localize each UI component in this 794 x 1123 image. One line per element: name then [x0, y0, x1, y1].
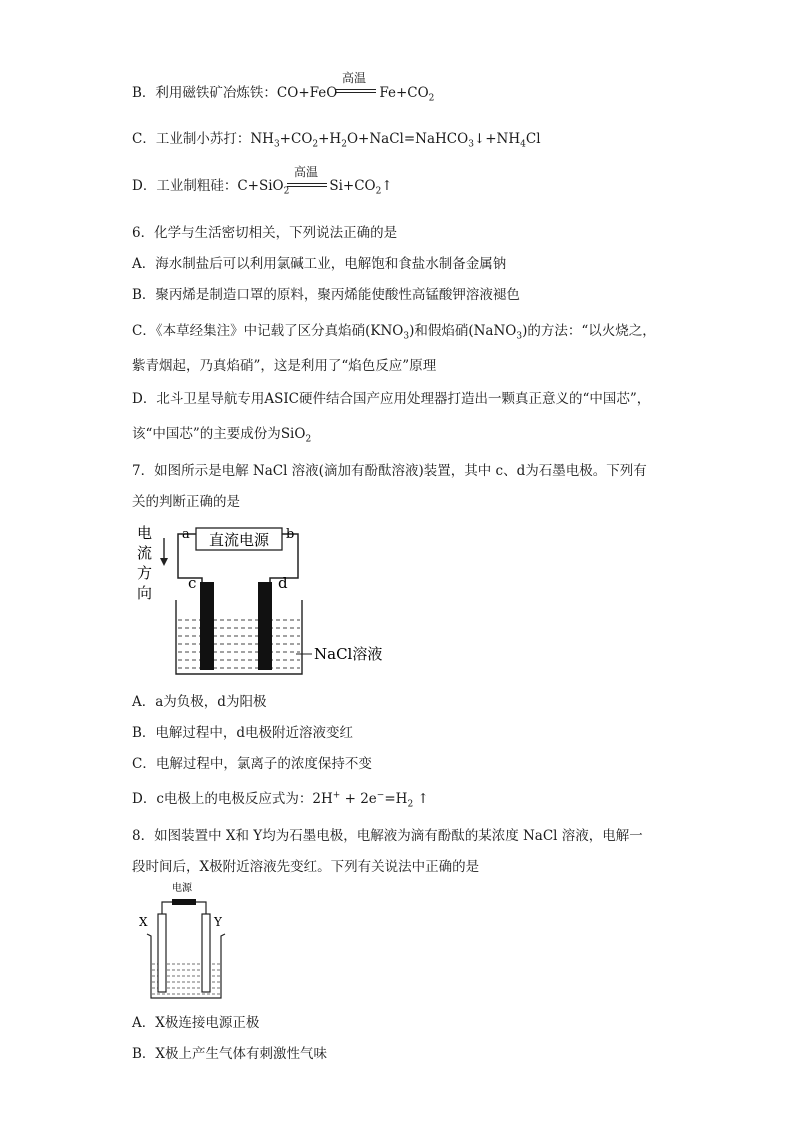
q7-beaker — [176, 600, 302, 674]
q5-d-condition: 高温 — [294, 165, 319, 179]
q7-dir-char-4: 向 — [137, 584, 153, 602]
q5-option-d — [132, 177, 393, 195]
q7-terminal-a: a — [182, 527, 190, 542]
q8-option-b: B．X极上产生气体有刺激性气味 — [132, 1046, 328, 1062]
q6-option-c-line2: 紫青烟起，乃真焰硝”，这是利用了“焰色反应”原理 — [132, 358, 437, 374]
q8-electrolysis-figure — [136, 880, 236, 1005]
q7-option-d — [132, 790, 429, 808]
q6-option-d-line2 — [132, 425, 311, 443]
q8-electrode-y-label: Y — [214, 915, 222, 929]
q6-c-kno3-close: ) — [409, 323, 415, 339]
q6-stem: 6．化学与生活密切相关，下列说法正确的是 — [132, 225, 398, 241]
q7-option-b: B．电解过程中，d电极附近溶液变红 — [132, 725, 354, 741]
q7-electrode-d — [258, 582, 272, 670]
q6-c-nano3: (NaNO — [468, 323, 517, 339]
q5-c-s3: 2 — [341, 139, 347, 150]
q5-d-label: D．工业制粗硅： — [132, 178, 238, 194]
q8-electrode-x-label: X — [139, 915, 148, 929]
q5-d-rhs-sub: 2 — [375, 186, 382, 197]
q7-power-source-label: 直流电源 — [208, 531, 270, 549]
q5-b-condition: 高温 — [342, 71, 367, 85]
q8-option-a: A．X极连接电源正极 — [132, 1015, 260, 1031]
q5-c-label: C．工业制小苏打： — [132, 131, 251, 147]
q5-c-t1: NH — [250, 131, 274, 147]
q6-d-formula-sub: 2 — [305, 434, 312, 445]
q7-d-t2: + 2e — [340, 791, 377, 807]
q5-c-s5: 4 — [520, 139, 526, 150]
q5-b-equals-rule-2 — [336, 92, 376, 93]
q5-c-t4: O+NaCl=NaHCO — [346, 131, 469, 147]
q7-terminal-b: b — [286, 527, 295, 542]
q6-option-d-line1: D．北斗卫星导航专用ASIC硬件结合国产应用处理器打造出一颗真正意义的“中国芯”， — [132, 391, 651, 407]
q6-d-formula: SiO — [280, 426, 306, 442]
q7-d-plus: + — [332, 790, 341, 801]
q6-c-t3: 的方法：“以火烧之， — [527, 323, 656, 339]
q5-d-equals-rule — [287, 183, 327, 184]
q7-solution-label: NaCl溶液 — [314, 645, 383, 663]
q8-wire-left — [162, 902, 172, 914]
q7-solution — [178, 620, 300, 668]
q5-d-equals-rule-2 — [287, 186, 327, 187]
q6-option-c-line1 — [132, 322, 656, 340]
q7-stem-line1: 7．如图所示是电解 NaCl 溶液(滴加有酚酞溶液)装置，其中 c、d为石墨电极。下列有 — [132, 463, 647, 479]
q7-electrolysis-figure — [130, 520, 420, 680]
q8-stem-line1: 8．如图装置中 X和 Y均为石墨电极，电解液为滴有酚酞的某浓度 NaCl 溶液，电解一 — [132, 828, 643, 844]
q7-electrode-d-label: d — [278, 574, 288, 592]
q8-power-source — [172, 899, 196, 905]
q7-d-t3: =H — [384, 791, 408, 807]
q7-option-a: A．a为负极，d为阳极 — [132, 694, 267, 710]
q5-c-s1: 3 — [273, 139, 280, 150]
q5-d-rhs-arrow: ↑ — [381, 178, 393, 194]
q8-electrode-y — [202, 914, 210, 992]
q6-option-b: B．聚丙烯是制造口罩的原料，聚丙烯能使酸性高锰酸钾溶液褪色 — [132, 287, 520, 303]
q7-d-label: D．c电极上的电极反应式为： — [132, 791, 313, 807]
q5-d-lhs: C+SiO — [237, 178, 284, 194]
q8-stem-line2: 段时间后，X极附近溶液先变红。下列有关说法中正确的是 — [132, 859, 480, 875]
q5-d-rhs: Si+CO — [329, 178, 376, 194]
q5-b-rhs-sub: 2 — [428, 93, 435, 104]
q5-option-c — [132, 130, 541, 148]
q6-c-kno3-sub: 3 — [403, 331, 410, 342]
q6-option-a: A．海水制盐后可以利用氯碱工业，电解饱和食盐水制备金属钠 — [132, 256, 507, 272]
q8-electrode-x — [158, 914, 166, 992]
q5-c-s2: 2 — [312, 139, 319, 150]
q7-d-sub: 2 — [407, 799, 414, 810]
q7-electrode-c-label: c — [188, 574, 197, 592]
q5-c-s4: 3 — [468, 139, 474, 150]
q7-d-t1: 2H — [312, 791, 333, 807]
q7-electrode-c — [200, 582, 214, 670]
q7-d-arrow: ↑ — [413, 791, 429, 807]
q7-dir-char-2: 流 — [137, 544, 153, 562]
q5-c-t2: +CO — [279, 131, 313, 147]
q6-c-nano3-close: ) — [522, 323, 528, 339]
q6-c-t2: 和假焰硝 — [414, 323, 469, 339]
q7-stem-line2: 关的判断正确的是 — [132, 494, 240, 510]
q7-dir-char-1: 电 — [137, 524, 153, 542]
q8-power-label: 电源 — [172, 883, 192, 894]
q6-c-nano3-sub: 3 — [516, 331, 523, 342]
q7-dir-char-3: 方 — [137, 564, 153, 582]
q5-d-lhs-sub: 2 — [283, 186, 290, 197]
q5-b-rhs: Fe+CO — [379, 85, 429, 101]
q7-current-arrow-head — [160, 558, 168, 566]
q6-d-text: 该“中国芯”的主要成份为 — [132, 426, 281, 442]
q7-d-minus: − — [376, 790, 385, 801]
q5-b-label: B．利用磁铁矿冶炼铁： — [132, 85, 277, 101]
q5-c-t5: ↓+NH — [473, 131, 521, 147]
q5-b-lhs: CO+FeO — [276, 85, 338, 101]
q7-option-c: C．电解过程中，氯离子的浓度保持不变 — [132, 756, 372, 772]
q5-b-equals-rule — [336, 89, 376, 90]
q6-c-kno3: (KNO — [365, 323, 404, 339]
q5-option-b — [132, 84, 434, 102]
q8-wire-right — [196, 902, 206, 914]
q5-c-t3: +H — [318, 131, 342, 147]
q6-c-t1: C．《本草经集注》中记载了区分真焰硝 — [132, 323, 366, 339]
q5-c-t6: Cl — [525, 131, 541, 147]
